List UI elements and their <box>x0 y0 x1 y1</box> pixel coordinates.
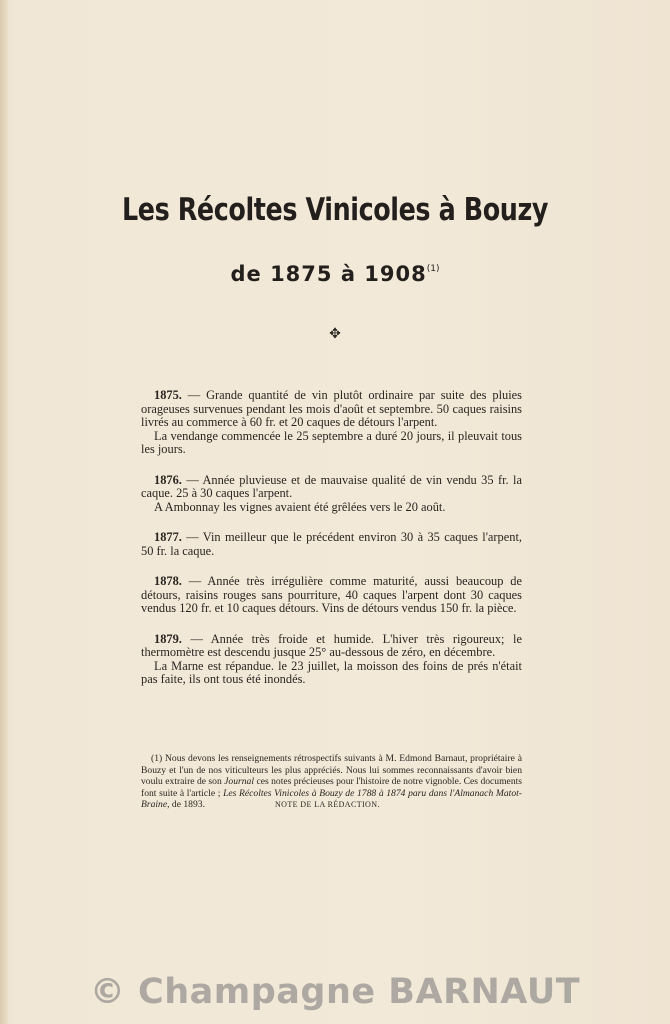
entry-text: — Vin meilleur que le précédent environ 30 à 35 caques l'arpent, 50 fr. la caque. <box>141 530 522 558</box>
page-spine <box>0 0 8 1024</box>
entry-1877 <box>141 531 522 558</box>
entry-paragraph <box>141 531 522 558</box>
entry-year: 1877. <box>154 530 182 544</box>
entry-year: 1878. <box>154 574 182 588</box>
entry-text: — Grande quantité de vin plutôt ordinaire par suite des pluies orageuses survenues pendant les mois d'août et septembre. 50 caques raisins livrés au commerce à 60 fr. et 20 caques de détours l'arpent. <box>141 388 522 429</box>
entry-text: — Année très froide et humide. L'hiver très rigoureux; le thermomètre est descendu jusque 25° au-dessous de zéro, en décembre. <box>141 631 522 659</box>
subtitle-text: de 1875 à 1908 <box>230 262 427 286</box>
entry-text: — Année très irrégulière comme maturité, aussi beaucoup de détours, raisins rouges sans pourriture, 40 caques l'arpent dont 30 caques vendus 120 fr. et 10 caques détours. Vins de détours vendus 150 fr. la pièce. <box>141 574 522 615</box>
entry-paragraph: La vendange commencée le 25 septembre a duré 20 jours, il pleuvait tous les jours. <box>141 428 522 456</box>
harvest-entries <box>141 389 522 704</box>
entry-paragraph: La Marne est répandue. le 23 juillet, la moisson des foins de prés n'était pas faite, ils ont tous été inondés. <box>141 658 522 686</box>
entry-paragraph <box>141 575 522 616</box>
entry-year: 1876. <box>154 472 182 487</box>
entry-paragraph <box>141 633 522 660</box>
footnote-text: (1) Nous devons les renseignements rétrospectifs suivants à M. Edmond Barnaut, propriétaire à Bouzy et l'un de nos viticulteurs les plus appréciés. Nous lui sommes reconnaissants d'avoir bien voulu extraire de son Journal ces notes précieuses pour l'histoire de notre vignoble. Ces documents font suite à l'article ; Les Récoltes Vinicoles à Bouzy de 1788 à 1874 paru dans l'Almanach Matot-Braine, de 1893. NOTE DE LA RÉDACTION. <box>141 753 523 811</box>
ornament-icon: ✥ <box>329 327 341 342</box>
document-title: Les Récoltes Vinicoles à Bouzy <box>121 192 549 228</box>
entry-text: — Année pluvieuse et de mauvaise qualité de vin vendu 35 fr. la caque. 25 à 30 caques l'arpent. <box>141 472 522 500</box>
entry-1879 <box>141 633 522 687</box>
entry-paragraph <box>141 389 522 430</box>
entry-paragraph <box>141 474 522 501</box>
entry-1876 <box>141 474 522 515</box>
entry-1875 <box>141 389 522 457</box>
entry-year: 1879. <box>154 631 182 646</box>
entry-year: 1875. <box>154 388 182 402</box>
footnote <box>141 753 522 811</box>
entry-1878 <box>141 575 522 616</box>
entry-paragraph: A Ambonnay les vignes avaient été grêlées vers le 20 août. <box>154 499 446 514</box>
editorial-signature: NOTE DE LA RÉDACTION. <box>274 800 380 810</box>
watermark: © Champagne BARNAUT <box>89 972 581 1012</box>
footnote-reference: (1) <box>426 264 440 274</box>
document-subtitle <box>0 262 670 286</box>
